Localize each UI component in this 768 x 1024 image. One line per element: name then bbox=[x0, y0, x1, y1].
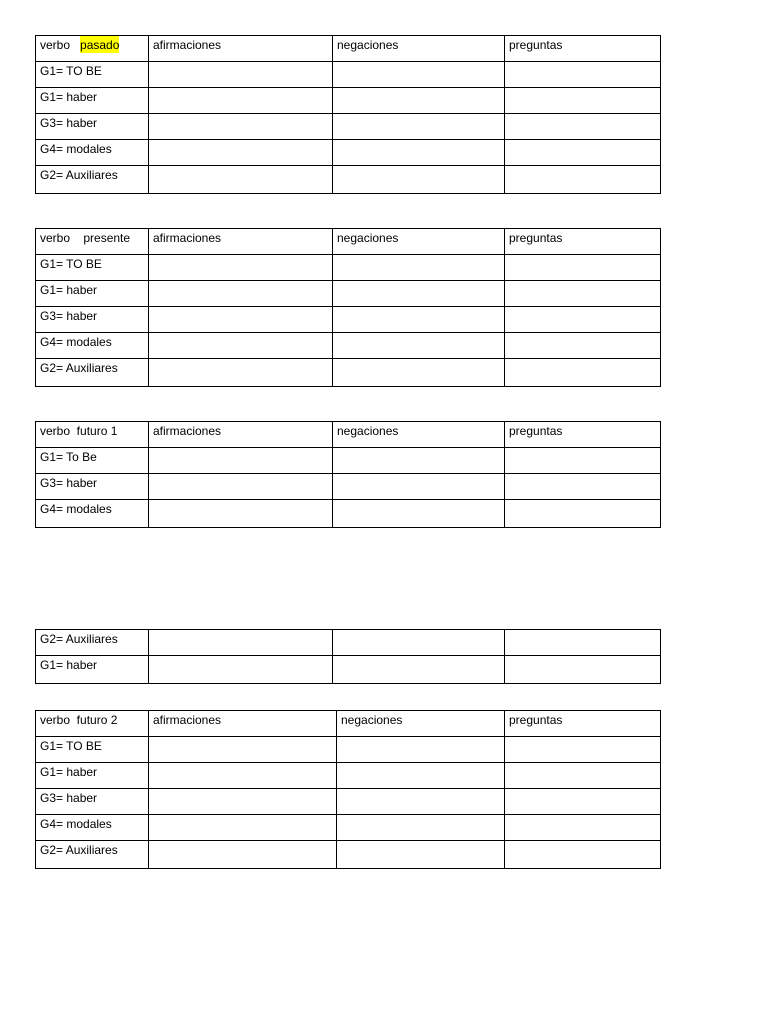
row-label: G4= modales bbox=[36, 500, 149, 528]
empty-cell[interactable] bbox=[333, 307, 505, 333]
row-label: G1= TO BE bbox=[36, 255, 149, 281]
header-preguntas: preguntas bbox=[505, 36, 661, 62]
table-futuro-2 bbox=[35, 710, 661, 869]
empty-cell[interactable] bbox=[505, 448, 661, 474]
empty-cell[interactable] bbox=[149, 359, 333, 387]
empty-cell[interactable] bbox=[149, 307, 333, 333]
header-negaciones: negaciones bbox=[337, 711, 505, 737]
empty-cell[interactable] bbox=[149, 474, 333, 500]
empty-cell[interactable] bbox=[337, 737, 505, 763]
empty-cell[interactable] bbox=[505, 656, 661, 684]
row-label: G1= To Be bbox=[36, 448, 149, 474]
table-row bbox=[36, 656, 661, 684]
header-afirmaciones: afirmaciones bbox=[149, 711, 337, 737]
empty-cell[interactable] bbox=[505, 359, 661, 387]
verb-cell bbox=[36, 229, 149, 255]
row-label: G1= haber bbox=[36, 88, 149, 114]
table-futuro-1-continued bbox=[35, 629, 661, 684]
header-afirmaciones: afirmaciones bbox=[149, 422, 333, 448]
row-label: G1= TO BE bbox=[36, 62, 149, 88]
row-label: G4= modales bbox=[36, 815, 149, 841]
empty-cell[interactable] bbox=[505, 630, 661, 656]
table-row bbox=[36, 448, 661, 474]
empty-cell[interactable] bbox=[505, 88, 661, 114]
empty-cell[interactable] bbox=[505, 841, 661, 869]
table-row bbox=[36, 62, 661, 88]
empty-cell[interactable] bbox=[337, 841, 505, 869]
empty-cell[interactable] bbox=[333, 114, 505, 140]
row-label: G3= haber bbox=[36, 474, 149, 500]
empty-cell[interactable] bbox=[149, 114, 333, 140]
row-label: G1= haber bbox=[36, 656, 149, 684]
empty-cell[interactable] bbox=[149, 448, 333, 474]
row-label: G3= haber bbox=[36, 789, 149, 815]
empty-cell[interactable] bbox=[333, 140, 505, 166]
table-row bbox=[36, 763, 661, 789]
empty-cell[interactable] bbox=[149, 630, 333, 656]
header-negaciones: negaciones bbox=[333, 36, 505, 62]
row-label: G3= haber bbox=[36, 307, 149, 333]
empty-cell[interactable] bbox=[149, 140, 333, 166]
empty-cell[interactable] bbox=[149, 333, 333, 359]
table-row bbox=[36, 166, 661, 194]
row-label: G1= haber bbox=[36, 763, 149, 789]
empty-cell[interactable] bbox=[333, 62, 505, 88]
empty-cell[interactable] bbox=[149, 815, 337, 841]
table-row bbox=[36, 359, 661, 387]
empty-cell[interactable] bbox=[505, 815, 661, 841]
table-header-row bbox=[36, 711, 661, 737]
verb-label: verbo futuro 1 bbox=[40, 424, 118, 438]
row-label: G1= TO BE bbox=[36, 737, 149, 763]
table-row bbox=[36, 255, 661, 281]
verb-label: verbo futuro 2 bbox=[40, 713, 118, 727]
table-row bbox=[36, 88, 661, 114]
table-row bbox=[36, 815, 661, 841]
empty-cell[interactable] bbox=[333, 630, 505, 656]
empty-cell[interactable] bbox=[333, 500, 505, 528]
empty-cell[interactable] bbox=[333, 88, 505, 114]
table-futuro-1 bbox=[35, 421, 661, 528]
verb-cell bbox=[36, 422, 149, 448]
empty-cell[interactable] bbox=[149, 88, 333, 114]
table-row bbox=[36, 841, 661, 869]
empty-cell[interactable] bbox=[333, 656, 505, 684]
header-afirmaciones: afirmaciones bbox=[149, 229, 333, 255]
empty-cell[interactable] bbox=[333, 255, 505, 281]
row-label: G2= Auxiliares bbox=[36, 841, 149, 869]
empty-cell[interactable] bbox=[333, 281, 505, 307]
row-label: G1= haber bbox=[36, 281, 149, 307]
empty-cell[interactable] bbox=[505, 474, 661, 500]
empty-cell[interactable] bbox=[149, 841, 337, 869]
table-header-row bbox=[36, 36, 661, 62]
row-label: G2= Auxiliares bbox=[36, 359, 149, 387]
empty-cell[interactable] bbox=[149, 500, 333, 528]
empty-cell[interactable] bbox=[333, 333, 505, 359]
empty-cell[interactable] bbox=[337, 763, 505, 789]
empty-cell[interactable] bbox=[505, 763, 661, 789]
verb-label: verbo bbox=[40, 38, 81, 52]
verb-cell bbox=[36, 36, 149, 62]
table-row bbox=[36, 140, 661, 166]
table-row bbox=[36, 281, 661, 307]
empty-cell[interactable] bbox=[149, 62, 333, 88]
empty-cell[interactable] bbox=[505, 62, 661, 88]
empty-cell[interactable] bbox=[505, 281, 661, 307]
table-row bbox=[36, 333, 661, 359]
table-row bbox=[36, 789, 661, 815]
verb-cell bbox=[36, 711, 149, 737]
empty-cell[interactable] bbox=[337, 815, 505, 841]
empty-cell[interactable] bbox=[505, 333, 661, 359]
table-presente bbox=[35, 228, 661, 387]
verb-label: verbo presente bbox=[40, 231, 131, 245]
empty-cell[interactable] bbox=[149, 789, 337, 815]
table-row bbox=[36, 474, 661, 500]
table-row bbox=[36, 737, 661, 763]
table-pasado bbox=[35, 35, 661, 194]
empty-cell[interactable] bbox=[505, 500, 661, 528]
empty-cell[interactable] bbox=[505, 307, 661, 333]
header-negaciones: negaciones bbox=[333, 422, 505, 448]
empty-cell[interactable] bbox=[505, 789, 661, 815]
empty-cell[interactable] bbox=[505, 255, 661, 281]
highlighted-tense: pasado bbox=[80, 38, 120, 52]
table-row bbox=[36, 630, 661, 656]
header-preguntas: preguntas bbox=[505, 711, 661, 737]
empty-cell[interactable] bbox=[333, 359, 505, 387]
table-row bbox=[36, 500, 661, 528]
row-label: G2= Auxiliares bbox=[36, 630, 149, 656]
table-row bbox=[36, 114, 661, 140]
row-label: G4= modales bbox=[36, 333, 149, 359]
header-negaciones: negaciones bbox=[333, 229, 505, 255]
row-label: G2= Auxiliares bbox=[36, 166, 149, 194]
header-preguntas: preguntas bbox=[505, 422, 661, 448]
empty-cell[interactable] bbox=[149, 656, 333, 684]
empty-cell[interactable] bbox=[149, 737, 337, 763]
table-header-row bbox=[36, 422, 661, 448]
empty-cell[interactable] bbox=[333, 166, 505, 194]
empty-cell[interactable] bbox=[149, 763, 337, 789]
header-preguntas: preguntas bbox=[505, 229, 661, 255]
row-label: G4= modales bbox=[36, 140, 149, 166]
empty-cell[interactable] bbox=[149, 255, 333, 281]
empty-cell[interactable] bbox=[149, 281, 333, 307]
table-header-row bbox=[36, 229, 661, 255]
empty-cell[interactable] bbox=[505, 166, 661, 194]
header-afirmaciones: afirmaciones bbox=[149, 36, 333, 62]
table-row bbox=[36, 307, 661, 333]
empty-cell[interactable] bbox=[505, 737, 661, 763]
row-label: G3= haber bbox=[36, 114, 149, 140]
empty-cell[interactable] bbox=[333, 474, 505, 500]
empty-cell[interactable] bbox=[149, 166, 333, 194]
empty-cell[interactable] bbox=[333, 448, 505, 474]
empty-cell[interactable] bbox=[505, 140, 661, 166]
empty-cell[interactable] bbox=[337, 789, 505, 815]
empty-cell[interactable] bbox=[505, 114, 661, 140]
